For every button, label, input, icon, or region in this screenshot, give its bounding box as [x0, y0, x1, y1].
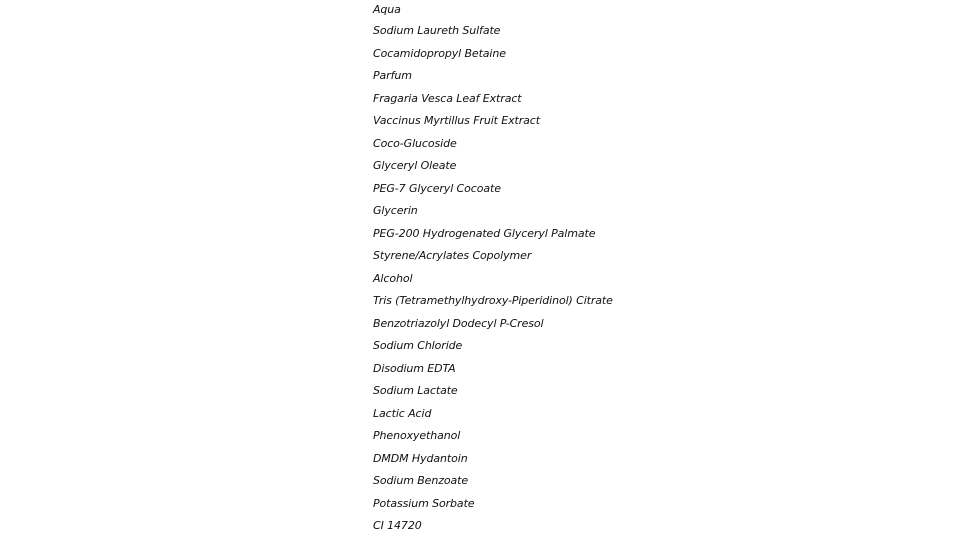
- ingredient-item: Parfum: [373, 69, 412, 82]
- ingredient-item: DMDM Hydantoin: [373, 451, 468, 465]
- ingredient-item: Glycerin: [373, 204, 418, 217]
- ingredient-item: Glyceryl Oleate: [373, 159, 457, 172]
- ingredient-item: Alcohol: [373, 271, 413, 285]
- ingredient-item: Sodium Laureth Sulfate: [373, 24, 501, 37]
- ingredient-item: CI 14720: [373, 519, 422, 532]
- ingredient-item: Coco-Glucoside: [373, 136, 457, 150]
- ingredient-item: PEG-200 Hydrogenated Glyceryl Palmate: [373, 226, 596, 240]
- ingredient-item: Disodium EDTA: [373, 361, 456, 375]
- ingredient-item: Sodium Chloride: [373, 339, 463, 352]
- ingredient-item: Vaccinus Myrtillus Fruit Extract: [373, 114, 540, 127]
- ingredient-item: Aqua: [373, 3, 401, 16]
- ingredient-list: [373, 0, 613, 538]
- ingredient-item: PEG-7 Glyceryl Cocoate: [373, 181, 501, 195]
- ingredient-item: Phenoxyethanol: [373, 429, 461, 442]
- ingredient-item: Benzotriazolyl Dodecyl P-Cresol: [373, 316, 544, 330]
- ingredient-item: Fragaria Vesca Leaf Extract: [373, 91, 522, 105]
- ingredient-item: Styrene/Acrylates Copolymer: [373, 249, 532, 262]
- ingredient-item: Lactic Acid: [373, 406, 432, 420]
- ingredient-item: Tris (Tetramethylhydroxy-Piperidinol) Citrate: [373, 294, 613, 307]
- ingredient-item: Sodium Lactate: [373, 384, 458, 397]
- ingredient-item: Cocamidopropyl Betaine: [373, 46, 506, 60]
- ingredient-item: Sodium Benzoate: [373, 474, 469, 487]
- ingredient-item: Potassium Sorbate: [373, 496, 475, 510]
